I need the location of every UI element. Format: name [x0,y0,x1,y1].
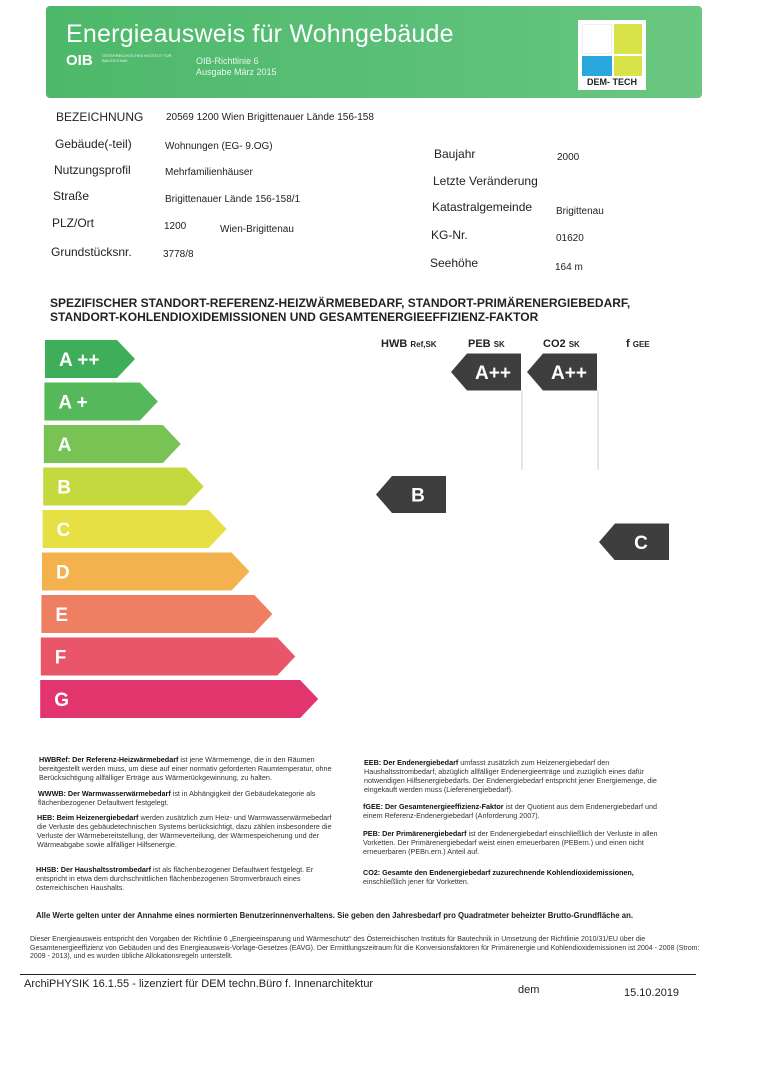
scale-label-4: B [57,477,71,499]
footer-date: 15.10.2019 [624,987,680,999]
page-title: Energieausweis für Wohngebäude [66,20,454,48]
legend-co2: CO2: Gesamte den Endenergiebedarf zuzurechnende Kohlendioxidemissionen, einschließlich jener für Vorketten. [363,868,634,886]
legend-peb: PEB: Der Primärenergiebedarf ist der Endenergiebedarf einschließlich der Verluste in allen Vorketten. Der Primärenergiebedarf weist einen erneuerbaren (PEBern.) und einen nicht erneuerbaren (PEBn.ern.) Anteil auf. [363,829,658,856]
kg-nr-label: KG-Nr. [431,228,468,242]
katastralgemeinde-label: Katastralgemeinde [432,200,533,214]
scale-label-7: E [55,605,69,626]
legend-hhsb: HHSB: Der Haushaltsstrombedarf ist als flächenbezogener Defaultwert festgelegt. Er entspricht in etwa dem durchschnittlichen flächenbezogenen Stromverbrauch eines österreichischen Haushalts. [36,865,314,892]
legend-eeb: EEB: Der Endenergiebedarf umfasst zusätzlich zum Heizenergiebedarf den Haushaltsstrombedarf, abzüglich allfälliger Endenergieerträge und zuzüglich eines dafür notwendigen Hilfsenergiebedarfs. Der Endenergiebedarf entspricht jener Energiemenge, die eingekauft werden muss (Lieferenergiebedarf). [364,758,657,794]
col-fgee: f GEE [626,338,650,350]
scale-bar-9 [40,680,318,718]
benutzer-note: Alle Werte gelten unter der Annahme eines normierten Benutzerinnenverhaltens. Sie geben den Jahresbedarf pro Quadratmeter beheizter Brutto-Grundfläche an. [36,911,634,920]
nutzungsprofil-label: Nutzungsprofil [54,163,131,177]
ort-value: Wien-Brigittenau [220,224,294,235]
bezeichnung-value: 20569 1200 Wien Brigittenauer Lände 156-158 [166,112,374,123]
logo-label: DEM- TECH [587,77,637,87]
grundstuecksnr-label: Grundstücksnr. [51,245,132,259]
seehoehe-label: Seehöhe [430,256,479,270]
scale-label-3: A [57,435,72,456]
fgee-marker-label: C [634,533,648,554]
gebaeude-value: Wohnungen (EG- 9.OG) [165,141,273,152]
scale-label-9: G [54,690,69,711]
strasse-label: Straße [53,189,90,203]
scale-label-8: F [54,647,67,669]
plz-ort-label: PLZ/Ort [52,216,95,230]
oib-logo: OIB [66,52,93,69]
footer-divider [20,974,696,975]
legend-hwb: HWBRef: Der Referenz-Heizwärmebedarf ist jene Wärmemenge, die in den Räumen bereitgestellt werden muss, um diese auf einer normativ geforderten Raumtemperatur, ohne Berücksichtigung allfälliger Erträge aus Wärmerückgewinnung, zu halten. [39,755,332,782]
bezeichnung-label: BEZEICHNUNG [56,110,144,124]
gebaeude-label: Gebäude(-teil) [55,137,132,151]
spec-title: SPEZIFISCHER STANDORT-REFERENZ-HEIZWÄRMEBEDARF, STANDORT-PRIMÄRENERGIEBEDARF, STANDORT-KOHLENDIOXIDEMISSIONEN UND GESAMTENERGIEEFFIZIENZ-FAKTOR [50,296,631,324]
scale-label-5: C [56,520,71,541]
kg-nr-value: 01620 [556,233,584,244]
legend-fgee: fGEE: Der Gesamtenergieeffizienz-Faktor ist der Quotient aus dem Endenergiebedarf und einem Referenz-Endenergiebedarf (Anforderung 2007). [363,802,658,820]
baujahr-label: Baujahr [434,147,476,161]
letzte-veraenderung-label: Letzte Veränderung [433,174,538,188]
fine-print: Dieser Energieausweis entspricht den Vorgaben der Richtlinie 6 „Energieeinsparung und Wärmeschutz“ des Österreichischen Instituts für Bautechnik in Umsetzung der Richtlinie 2010/31/EU über die Gesamtenergieeffizienz von Gebäuden und des Energieausweis-Vorlage-Gesetzes (EAVG). Der Ermittlungszeitraum für die Konversionsfaktoren für Primärenergie und Kohlendioxidemissionen ist 2004 - 2008 (Strom: 2009 - 2013), und es wurden übliche Allokationsregeln unterstellt. [30,936,700,960]
scale-label-1: A ++ [59,350,100,371]
grundstuecksnr-value: 3778/8 [163,249,194,260]
col-hwb: HWB Ref,SK [381,338,437,350]
nutzungsprofil-value: Mehrfamilienhäuser [165,167,253,178]
richtlinie: OIB-Richtlinie 6 [196,56,259,66]
baujahr-value: 2000 [557,152,580,163]
footer-user: dem [518,984,540,996]
plz-value: 1200 [164,221,187,232]
scale-label-6: D [56,562,70,584]
col-co2: CO2 SK [543,338,580,350]
peb-marker-label: A++ [475,363,511,384]
col-peb: PEB SK [468,338,505,350]
footer-software: ArchiPHYSIK 16.1.55 - lizenziert für DEM techn.Büro f. Innenarchitektur [24,978,374,990]
oib-logo-text: ÖSTERREICHISCHES INSTITUT FÜR BAUTECHNIK [102,53,172,63]
scale-bar-8 [41,638,295,676]
hwb-marker-label: B [411,485,425,507]
katastralgemeinde-value: Brigittenau [556,206,604,217]
legend-heb: HEB: Beim Heizenergiebedarf werden zusätzlich zum Heiz- und Warmwasserwärmebedarf die Verluste des gebäudetechnischen Systems berücksichtigt, dazu zählen insbesondere die Verluste der Wärmebereitstellung, der Wärmeverteilung, der Wärmespeicherung und der Wärmeabgabe sowie allfälliger Hilfsenergie. [37,813,332,849]
scale-bar-7 [41,595,272,633]
ausgabe: Ausgabe März 2015 [196,67,277,77]
co2-marker-label: A++ [551,363,587,384]
scale-label-2: A + [58,392,88,414]
legend-wwwb: WWWB: Der Warmwasserwärmebedarf ist in Abhängigkeit der Gebäudekategorie als flächenbezogener Defaultwert festgelegt. [38,789,316,807]
strasse-value: Brigittenauer Lände 156-158/1 [165,194,301,205]
seehoehe-value: 164 m [555,262,583,273]
